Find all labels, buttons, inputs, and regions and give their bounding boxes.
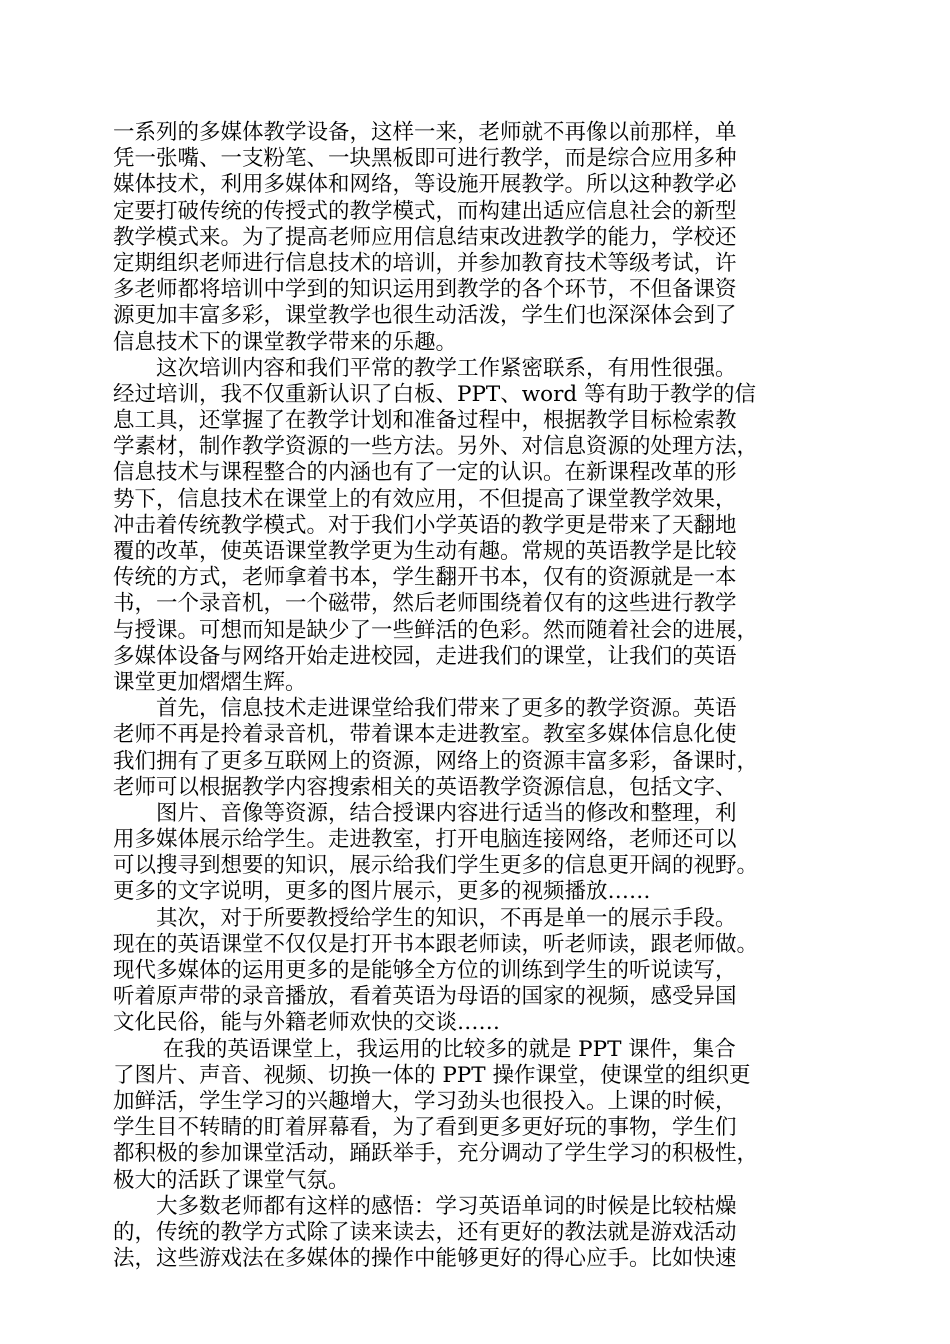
text-line: 经过培训，我不仅重新认识了白板、PPT、word 等有助于教学的信: [113, 381, 756, 407]
text-line: 多老师都将培训中学到的知识运用到教学的各个环节，不但备课资: [113, 277, 737, 303]
text-line: 凭一张嘴、一支粉笔、一块黑板即可进行教学，而是综合应用多种: [113, 146, 737, 172]
text-line: 其次，对于所要教授给学生的知识，不再是单一的展示手段。: [113, 905, 737, 931]
text-line: 的，传统的教学方式除了读来读去，还有更好的教法就是游戏活动: [113, 1219, 737, 1245]
text-line: 书，一个录音机，一个磁带，然后老师围绕着仅有的这些进行教学: [113, 591, 737, 617]
text-line: 与授课。可想而知是缺少了一些鲜活的色彩。然而随着社会的进展，: [113, 617, 759, 643]
text-line: 教学模式来。为了提高老师应用信息结束改进教学的能力，学校还: [113, 224, 737, 250]
text-line: 现代多媒体的运用更多的是能够全方位的训练到学生的听说读写，: [113, 958, 737, 983]
text-line: 定期组织老师进行信息技术的培训，并参加教育技术等级考试，许: [113, 250, 737, 276]
text-line: 一系列的多媒体教学设备，这样一来，老师就不再像以前那样，单: [113, 120, 737, 145]
text-line: 信息技术与课程整合的内涵也有了一定的认识。在新课程改革的形: [113, 460, 737, 486]
document-body: [113, 120, 823, 1272]
text-line: 法，这些游戏法在多媒体的操作中能够更好的得心应手。比如快速: [113, 1246, 737, 1272]
text-line: 信息技术下的课堂教学带来的乐趣。: [113, 329, 458, 355]
text-line: 多媒体设备与网络开始走进校园，走进我们的课堂，让我们的英语: [113, 643, 737, 669]
text-line: 极大的活跃了课堂气氛。: [113, 1167, 350, 1193]
text-line: 都积极的参加课堂活动，踊跃举手，充分调动了学生学习的积极性，: [113, 1141, 759, 1167]
text-line: 息工具，还掌握了在教学计划和准备过程中，根据教学目标检索教: [113, 408, 737, 434]
text-line: 冲击着传统教学模式。对于我们小学英语的教学更是带来了天翻地: [113, 512, 737, 538]
text-line: 可以搜寻到想要的知识，展示给我们学生更多的信息更开阔的视野。: [113, 853, 759, 879]
text-line: 加鲜活，学生学习的兴趣增大，学习劲头也很投入。上课的时候，: [113, 1088, 737, 1114]
text-line: 覆的改革，使英语课堂教学更为生动有趣。常规的英语教学是比较: [113, 539, 737, 564]
text-line: 课堂更加熠熠生辉。: [113, 669, 307, 695]
text-line: 大多数老师都有这样的感悟：学习英语单词的时候是比较枯燥: [113, 1193, 737, 1219]
text-line: 文化民俗，能与外籍老师欢快的交谈……: [113, 1010, 501, 1036]
text-line: 学素材，制作教学资源的一些方法。另外、对信息资源的处理方法，: [113, 434, 759, 460]
text-line: 媒体技术，利用多媒体和网络，等设施开展教学。所以这种教学必: [113, 172, 737, 198]
text-line: 现在的英语课堂不仅仅是打开书本跟老师读，听老师读，跟老师做。: [113, 931, 759, 957]
text-line: 更多的文字说明，更多的图片展示，更多的视频播放……: [113, 879, 651, 905]
text-line: 定要打破传统的传授式的教学模式，而构建出适应信息社会的新型: [113, 198, 737, 224]
text-line: 这次培训内容和我们平常的教学工作紧密联系，有用性很强。: [113, 355, 737, 381]
text-line: 学生目不转睛的盯着屏幕看，为了看到更多更好玩的事物，学生们: [113, 1115, 737, 1141]
text-line: 势下，信息技术在课堂上的有效应用，不但提高了课堂教学效果，: [113, 486, 737, 512]
text-line: 老师可以根据教学内容搜索相关的英语教学资源信息，包括文字、: [113, 774, 737, 800]
text-line: 了图片、声音、视频、切换一体的 PPT 操作课堂，使课堂的组织更: [113, 1062, 751, 1088]
text-line: 传统的方式，老师拿着书本，学生翻开书本，仅有的资源就是一本: [113, 565, 737, 591]
text-line: 源更加丰富多彩，课堂教学也很生动活泼，学生们也深深体会到了: [113, 303, 737, 329]
text-line: 听着原声带的录音播放，看着英语为母语的国家的视频，感受异国: [113, 984, 737, 1010]
text-line: 老师不再是拎着录音机，带着课本走进教室。教室多媒体信息化使: [113, 722, 737, 748]
text-line: 图片、音像等资源，结合授课内容进行适当的修改和整理，利: [113, 800, 737, 826]
text-line: 用多媒体展示给学生。走进教室，打开电脑连接网络，老师还可以: [113, 827, 737, 853]
text-line: 首先，信息技术走进课堂给我们带来了更多的教学资源。英语: [113, 696, 737, 722]
text-line: 我们拥有了更多互联网上的资源，网络上的资源丰富多彩，备课时，: [113, 748, 759, 774]
text-line: 在我的英语课堂上，我运用的比较多的就是 PPT 课件，集合: [113, 1036, 736, 1062]
